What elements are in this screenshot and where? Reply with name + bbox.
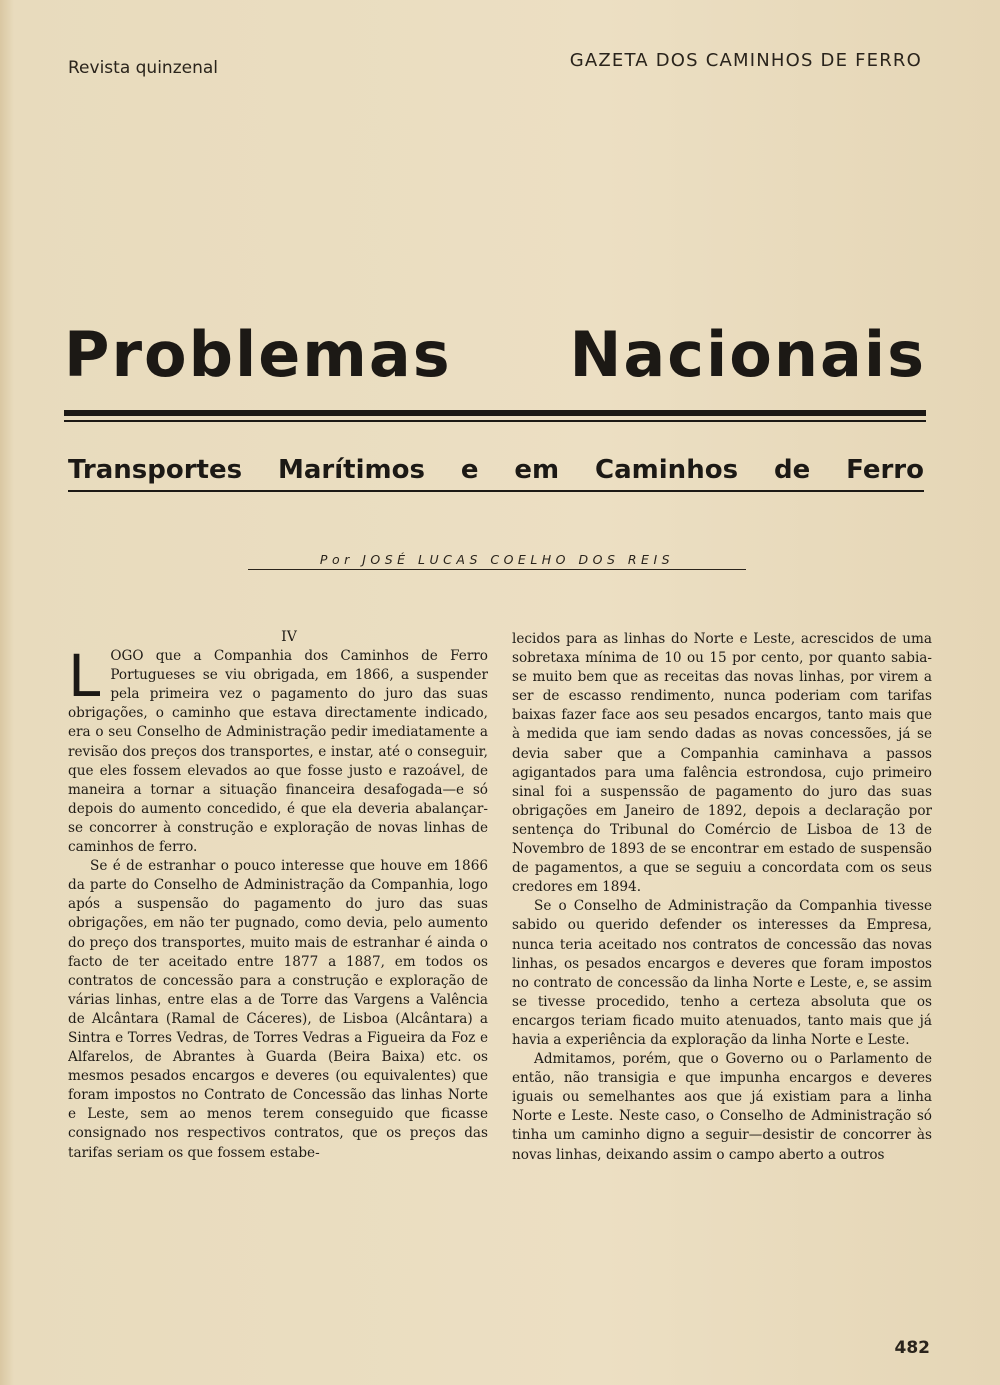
byline-rule	[248, 569, 746, 570]
article-subtitle: Transportes Marítimos e em Caminhos de Ferro	[68, 455, 924, 485]
title-rule-thick	[64, 410, 926, 416]
title-rule-thin	[64, 420, 926, 422]
right-column	[512, 630, 932, 1320]
paragraph: lecidos para as linhas do Norte e Leste, acrescidos de uma sobretaxa mínima de 10 ou 15 por cento, por quanto sabia-se muito bem que as receitas das novas linhas, por virem a ser de escasso rendimento, nunca poderiam com tarifas baixas fazer face aos seu pesados encargos, tanto mais que à medida que iam sendo dadas as novas concessões, já se devia saber que a Companhia caminhava a passos agigantados para uma falência estrondosa, cujo primeiro sinal foi a suspenssão de pagamento do juro das suas obrigações em Janeiro de 1892, depois a declaração por sentença do Tribunal do Comércio de Lisboa de 13 de Novembro de 1893 de se encontrar em estado de suspensão de pagamentos, a que se seguiu a concordata com os seus credores em 1894.	[512, 631, 932, 896]
subtitle-rule	[68, 490, 924, 492]
publication-frequency: Revista quinzenal	[68, 58, 218, 78]
paragraph-text: OGO que a Companhia dos Caminhos de Ferro Portugueses se viu obrigada, em 1866, a suspender pela primeira vez o pagamento do juro das suas obrigações, o caminho que estava directamente indicado, era o seu Conselho de Administração pedir imediatamente a revisão dos preços dos transportes, e instar, até o conseguir, que eles fossem elevados ao que fosse justo e razoável, de maneira a tornar a situação financeira desafogada—e só depois do aumento concedido, é que ela deveria abalançar-se concorrer à construção e exploração de novas linhas de caminhos de ferro.	[68, 648, 488, 856]
publication-name: GAZETA DOS CAMINHOS DE FERRO	[569, 50, 922, 71]
paragraph: Se é de estranhar o pouco interesse que houve em 1866 da parte do Conselho de Administração da Companhia, logo após a suspensão do pagamento do juro das suas obrigações, em não ter pugnado, como devia, pelo aumento do preço dos transportes, muito mais de estranhar é ainda o facto de ter aceitado entre 1877 a 1887, em todos os contratos de concessão para a construção e exploração de várias linhas, entre elas a de Torre das Vargens a Valência de Alcântara (Ramal de Cáceres), de Lisboa (Alcântara) a Sintra e Torres Vedras, de Torres Vedras a Figueira da Foz e Alfarelos, de Abrantes à Guarda (Beira Baixa) etc. os mesmos pesados encargos e deveres (ou equivalentes) que foram impostos no Contrato de Concessão das linhas Norte e Leste, sem ao menos terem conseguido que ficasse consignado nos respectivos contratos, que os preços das tarifas seriam os que fossem estabe-	[68, 858, 488, 1161]
left-column	[68, 628, 488, 1318]
paragraph: Se o Conselho de Administração da Companhia tivesse sabido ou querido defender os interesses da Empresa, nunca teria aceitado nos contratos de concessão das novas linhas, os pesados encargos e deveres que foram impostos no contrato de concessão da linha Norte e Leste, e, se assim se tivesse procedido, tenho a certeza absoluta que os encargos teriam ficado muito atenuados, tanto mais que já havia a experiência da exploração da linha Norte e Leste.	[512, 898, 932, 1048]
page-number: 482	[894, 1338, 930, 1358]
paragraph	[68, 642, 488, 857]
section-number: IV	[281, 629, 297, 645]
article-title: Problemas Nacionais	[64, 318, 926, 391]
paragraph: Admitamos, porém, que o Governo ou o Parlamento de então, não transigia e que impunha encargos e deveres iguais ou semelhantes aos que já existiam para a linha Norte e Leste. Neste caso, o Conselho de Administração só tinha um caminho digno a seguir—desistir de concorrer às novas linhas, deixando assim o campo aberto a outros	[512, 1051, 932, 1163]
author-byline: Por JOSÉ LUCAS COELHO DOS REIS	[319, 552, 675, 567]
drop-cap: L	[68, 642, 101, 711]
